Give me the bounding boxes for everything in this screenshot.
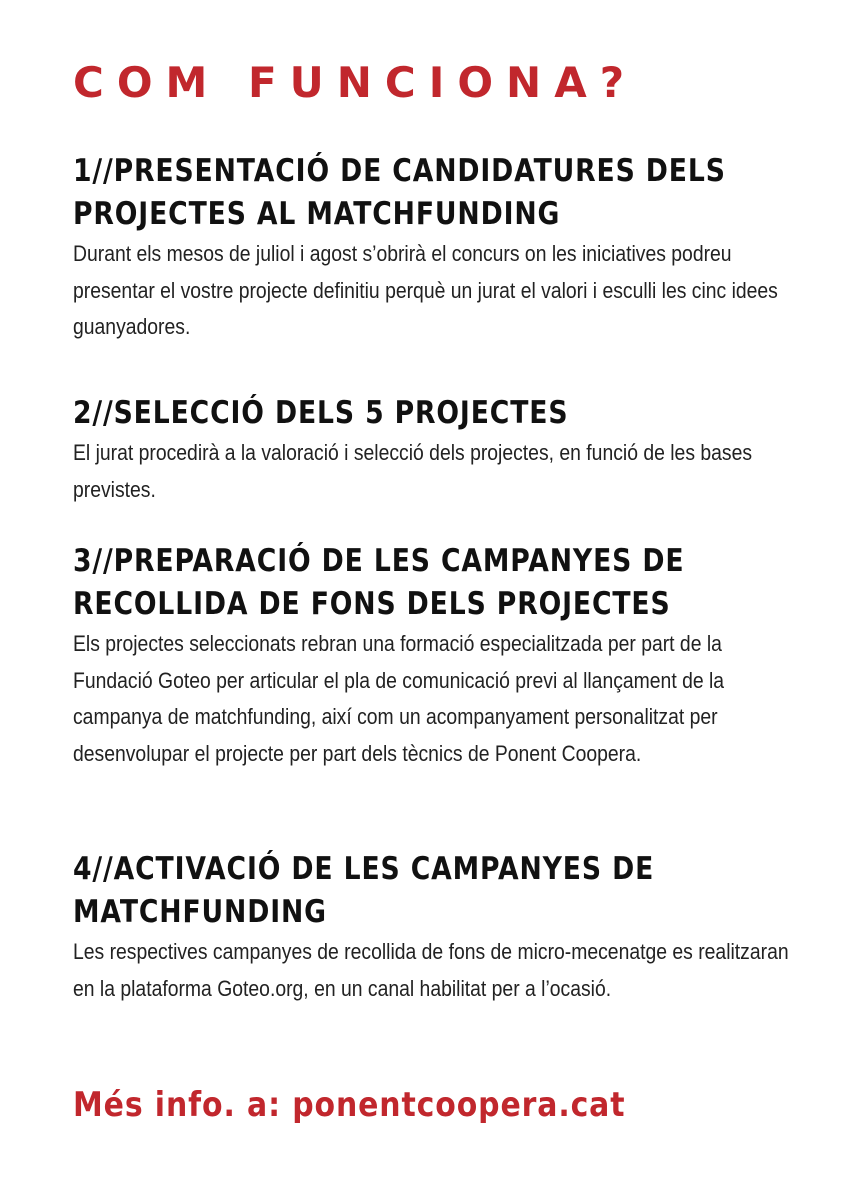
- page-title: COM FUNCIONA?: [73, 58, 638, 107]
- step-4-heading-line2: MATCHFUNDING: [73, 894, 327, 930]
- step-3-body: Els projectes seleccionats rebran una formació especialitzada per part de la Fundació Goteo per articular el pla de comunicació previ al llançament de la campanya de matchfunding, així com un acompanyament personalitzat per desenvolupar el projecte per part dels tècnics de Ponent Coopera.: [73, 631, 725, 766]
- step-4-section: [73, 848, 793, 1007]
- step-1-heading-line2: PROJECTES AL MATCHFUNDING: [73, 196, 561, 232]
- step-1-heading-line1: 1//PRESENTACIÓ DE CANDIDATURES DELS: [73, 153, 726, 189]
- step-4-heading: [73, 848, 795, 934]
- step-3-section: [73, 540, 793, 772]
- step-1-body: Durant els mesos de juliol i agost s’obrirà el concurs on les iniciatives podreu presentar el vostre projecte definitiu perquè un jurat el valori i esculli les cinc idees guanyadores.: [73, 241, 778, 339]
- step-2-body: El jurat procedirà a la valoració i selecció dels projectes, en funció de les bases previstes.: [73, 440, 753, 502]
- more-info-link[interactable]: Més info. a: ponentcoopera.cat: [73, 1085, 626, 1125]
- step-2-section: [73, 392, 793, 508]
- step-3-heading-line2: RECOLLIDA DE FONS DELS PROJECTES: [73, 586, 671, 622]
- step-4-body: Les respectives campanyes de recollida de fons de micro-mecenatge es realitzaran en la plataforma Goteo.org, en un canal habilitat per a l’ocasió.: [73, 939, 789, 1001]
- step-1-section: [73, 150, 793, 346]
- step-2-heading-line1: 2//SELECCIÓ DELS 5 PROJECTES: [73, 395, 569, 431]
- step-3-heading-line1: 3//PREPARACIÓ DE LES CAMPANYES DE: [73, 543, 685, 579]
- step-2-heading: [73, 392, 795, 435]
- step-1-heading: [73, 150, 795, 236]
- step-3-heading: [73, 540, 795, 626]
- step-4-heading-line1: 4//ACTIVACIÓ DE LES CAMPANYES DE: [73, 851, 655, 887]
